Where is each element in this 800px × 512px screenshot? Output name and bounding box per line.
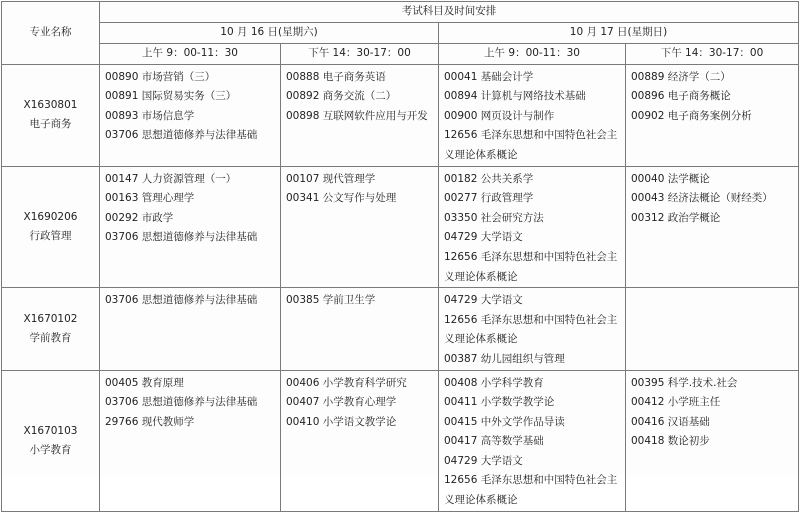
course-item: 00107 现代管理学	[286, 172, 376, 185]
session-cell	[281, 166, 439, 288]
course-item: 00891 国际贸易实务（三）	[105, 90, 237, 103]
course-item: 00418 数论初步	[631, 435, 710, 448]
course-item: 00411 小学数学教学论	[444, 396, 555, 409]
course-item: 00341 公文写作与处理	[286, 192, 397, 205]
major-cell	[2, 64, 100, 166]
schedule-title: 考试科目及时间安排	[100, 2, 799, 23]
session-header: 上午 9：00-11：30	[439, 43, 626, 64]
course-item: 12656 毛泽东思想和中国特色社会主义理论体系概论	[444, 129, 618, 161]
course-item: 12656 毛泽东思想和中国特色社会主义理论体系概论	[444, 474, 618, 507]
day-header-2: 10 月 17 日(星期日)	[439, 22, 799, 43]
major-cell	[2, 166, 100, 288]
major-code: X1690206	[23, 210, 78, 223]
course-item: 00406 小学教育科学研究	[286, 376, 407, 389]
course-item: 00395 科学.技术.社会	[631, 376, 738, 389]
major-code: X1670103	[23, 424, 78, 437]
course-item: 00408 小学科学教育	[444, 376, 544, 389]
course-item: 00410 小学语文教学论	[286, 415, 397, 428]
major-name: 行政管理	[29, 229, 72, 242]
course-item: 00387 幼儿园组织与管理	[444, 352, 565, 365]
course-item: 12656 毛泽东思想和中国特色社会主义理论体系概论	[444, 313, 618, 346]
course-item: 00041 基础会计学	[444, 70, 534, 83]
course-item: 04729 大学语文	[444, 231, 523, 244]
course-item: 00312 政治学概论	[631, 211, 721, 224]
course-item: 00894 计算机与网络技术基础	[444, 90, 586, 103]
major-row	[2, 370, 799, 511]
session-cell	[281, 370, 439, 511]
course-item: 04729 大学语文	[444, 294, 523, 307]
course-item: 00890 市场营销（三）	[105, 70, 216, 83]
course-item: 00182 公共关系学	[444, 172, 534, 185]
session-header: 上午 9：00-11：30	[100, 43, 281, 64]
session-header: 下午 14：30-17：00	[626, 43, 799, 64]
course-item: 00277 行政管理学	[444, 192, 534, 205]
course-item: 00896 电子商务概论	[631, 90, 731, 103]
session-cell	[439, 288, 626, 370]
course-item: 03350 社会研究方法	[444, 211, 544, 224]
course-item: 00405 教育原理	[105, 376, 184, 389]
course-item: 00407 小学教育心理学	[286, 396, 397, 409]
session-cell	[439, 370, 626, 511]
course-item: 00416 汉语基础	[631, 415, 710, 428]
major-name: 学前教育	[29, 331, 72, 344]
session-cell	[626, 288, 799, 370]
day-header-1: 10 月 16 日(星期六)	[100, 22, 439, 43]
course-item: 00892 商务交流（二）	[286, 90, 397, 103]
course-item: 00902 电子商务案例分析	[631, 109, 752, 122]
session-cell	[100, 166, 281, 288]
header-row-title	[2, 2, 799, 23]
major-cell	[2, 288, 100, 370]
course-item: 03706 思想道德修养与法律基础	[105, 294, 258, 307]
course-item: 00163 管理心理学	[105, 192, 195, 205]
course-item: 00385 学前卫生学	[286, 294, 376, 307]
major-row	[2, 64, 799, 166]
major-code: X1630801	[23, 99, 78, 112]
exam-schedule-table	[1, 1, 799, 512]
session-cell	[626, 370, 799, 511]
major-header: 专业名称	[2, 2, 100, 65]
header-row-days	[2, 22, 799, 43]
course-item: 00412 小学班主任	[631, 396, 721, 409]
course-item: 00292 市政学	[105, 211, 174, 224]
major-code: X1670102	[23, 312, 78, 325]
session-cell	[626, 166, 799, 288]
course-item: 29766 现代教师学	[105, 415, 195, 428]
course-item: 00415 中外文学作品导读	[444, 415, 565, 428]
course-item: 03706 思想道德修养与法律基础	[105, 231, 258, 244]
major-row	[2, 166, 799, 288]
major-row	[2, 288, 799, 370]
header-row-sessions	[2, 43, 799, 64]
course-item: 00043 经济法概论（财经类）	[631, 192, 773, 205]
course-item: 04729 大学语文	[444, 454, 523, 467]
session-cell	[281, 64, 439, 166]
course-item: 12656 毛泽东思想和中国特色社会主义理论体系概论	[444, 250, 618, 283]
session-cell	[100, 288, 281, 370]
course-item: 00417 高等数学基础	[444, 435, 544, 448]
session-cell	[100, 370, 281, 511]
session-header: 下午 14：30-17：00	[281, 43, 439, 64]
session-cell	[439, 64, 626, 166]
course-item: 00888 电子商务英语	[286, 70, 386, 83]
course-item: 00889 经济学（二）	[631, 70, 731, 83]
session-cell	[100, 64, 281, 166]
course-item: 03706 思想道德修养与法律基础	[105, 396, 258, 409]
major-name: 小学教育	[29, 443, 72, 456]
major-name: 电子商务	[29, 118, 72, 131]
course-item: 00900 网页设计与制作	[444, 109, 555, 122]
course-item: 00147 人力资源管理（一）	[105, 172, 237, 185]
course-item: 00040 法学概论	[631, 172, 710, 185]
session-cell	[281, 288, 439, 370]
major-cell	[2, 370, 100, 511]
session-cell	[439, 166, 626, 288]
course-item: 03706 思想道德修养与法律基础	[105, 129, 258, 142]
course-item: 00898 互联网软件应用与开发	[286, 109, 428, 122]
course-item: 00893 市场信息学	[105, 109, 195, 122]
session-cell	[626, 64, 799, 166]
